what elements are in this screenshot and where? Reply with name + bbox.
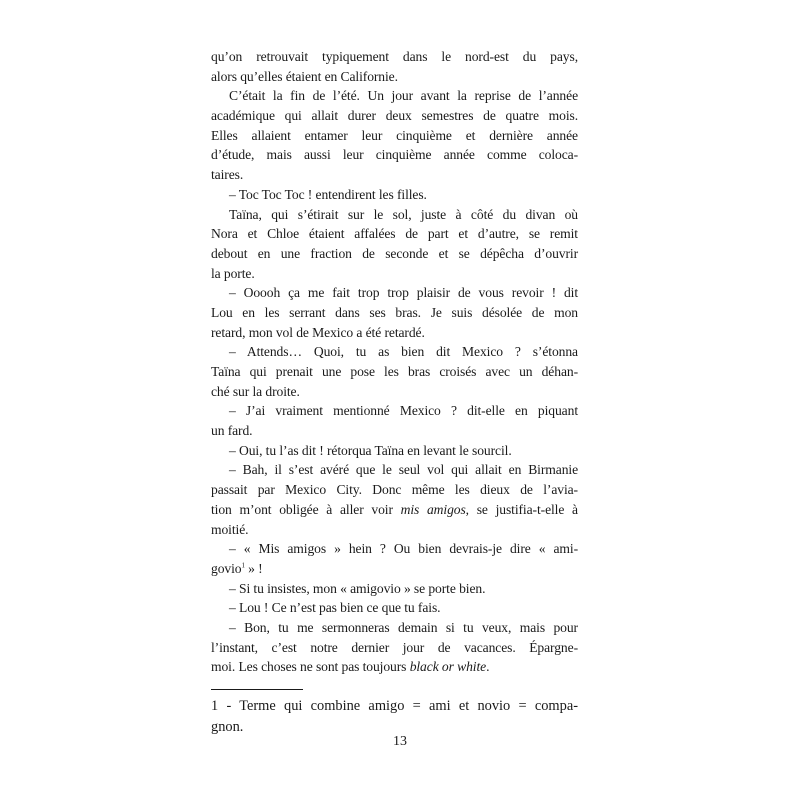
text-line: – Bah, il s’est avéré que le seul vol qui allait en Birmanie [229, 462, 578, 478]
text-line: – Si tu insistes, mon « amigovio » se porte bien. [229, 580, 486, 596]
text-line: – Oui, tu l’as dit ! rétorqua Taïna en levant le sourcil. [229, 442, 512, 458]
text-line: retard, mon vol de Mexico a été retardé. [211, 324, 425, 340]
text-line: un fard. [211, 423, 253, 439]
text-line: alors qu’elles étaient en Californie. [211, 68, 398, 84]
text-line: qu’on retrouvait typiquement dans le nord-est du pays, [211, 49, 578, 64]
text-line: Taïna, qui s’étirait sur le sol, juste à côté du divan où [229, 206, 578, 222]
text-line: – Lou ! Ce n’est pas bien ce que tu fais. [229, 600, 441, 616]
text-line: Elles allaient entamer leur cinquième et dernière année [211, 127, 578, 143]
text-line: Taïna qui prenait une pose les bras croisés avec un déhan- [211, 364, 578, 379]
text-line: la porte. [211, 265, 255, 281]
text-line: – Toc Toc Toc ! entendirent les filles. [229, 186, 427, 202]
text-line: académique qui allait durer deux semestres de quatre mois. [211, 108, 578, 124]
footnote [211, 696, 578, 738]
text-line: l’instant, c’est notre dernier jour de vacances. Épargne- [211, 639, 578, 655]
text-line: C’était la fin de l’été. Un jour avant la reprise de l’année [229, 88, 578, 104]
text-line-with-italic: tion m’ont obligée à aller voir mis amigos, se justifia-t-elle à [211, 501, 578, 517]
footnote-reference: 1 [241, 561, 245, 570]
text-line: moitié. [211, 521, 249, 537]
text-line: passait par Mexico City. Donc même les dieux de l’avia- [211, 482, 578, 498]
footnote-divider [211, 689, 303, 690]
text-line: debout en une fraction de seconde et se dépêcha d’ouvrir [211, 245, 578, 261]
text-line: Lou en les serrant dans ses bras. Je suis désolée de mon [211, 304, 578, 320]
text-line: – Bon, tu me sermonneras demain si tu veux, mais pour [229, 619, 578, 635]
text-line-with-italic: moi. Les choses ne sont pas toujours black or white. [211, 659, 490, 675]
footnote-line: gnon. [211, 719, 244, 735]
italic-term: mis amigos [400, 501, 466, 517]
italic-term: black or white [409, 659, 487, 675]
text-line: – J’ai vraiment mentionné Mexico ? dit-elle en piquant [229, 403, 578, 419]
text-line: – « Mis amigos » hein ? Ou bien devrais-je dire « ami- [229, 541, 578, 557]
text-line: – Attends… Quoi, tu as bien dit Mexico ? s’étonna [229, 344, 578, 360]
body-text [211, 47, 578, 677]
text-line: Nora et Chloe étaient affalées de part et d’autre, se remit [211, 226, 578, 242]
text-line: taires. [211, 167, 244, 183]
text-line: – Ooooh ça me fait trop trop plaisir de vous revoir ! dit [229, 285, 578, 301]
book-page [211, 47, 578, 738]
text-line: ché sur la droite. [211, 383, 300, 399]
text-line: d’étude, mais aussi leur cinquième année comme coloca- [211, 147, 578, 163]
page-number: 13 [393, 734, 407, 749]
footnote-line: 1 - Terme qui combine amigo = ami et novio = compa- [211, 698, 578, 714]
text-line-with-footnote-ref: govio$^1$ » ! [211, 560, 263, 576]
